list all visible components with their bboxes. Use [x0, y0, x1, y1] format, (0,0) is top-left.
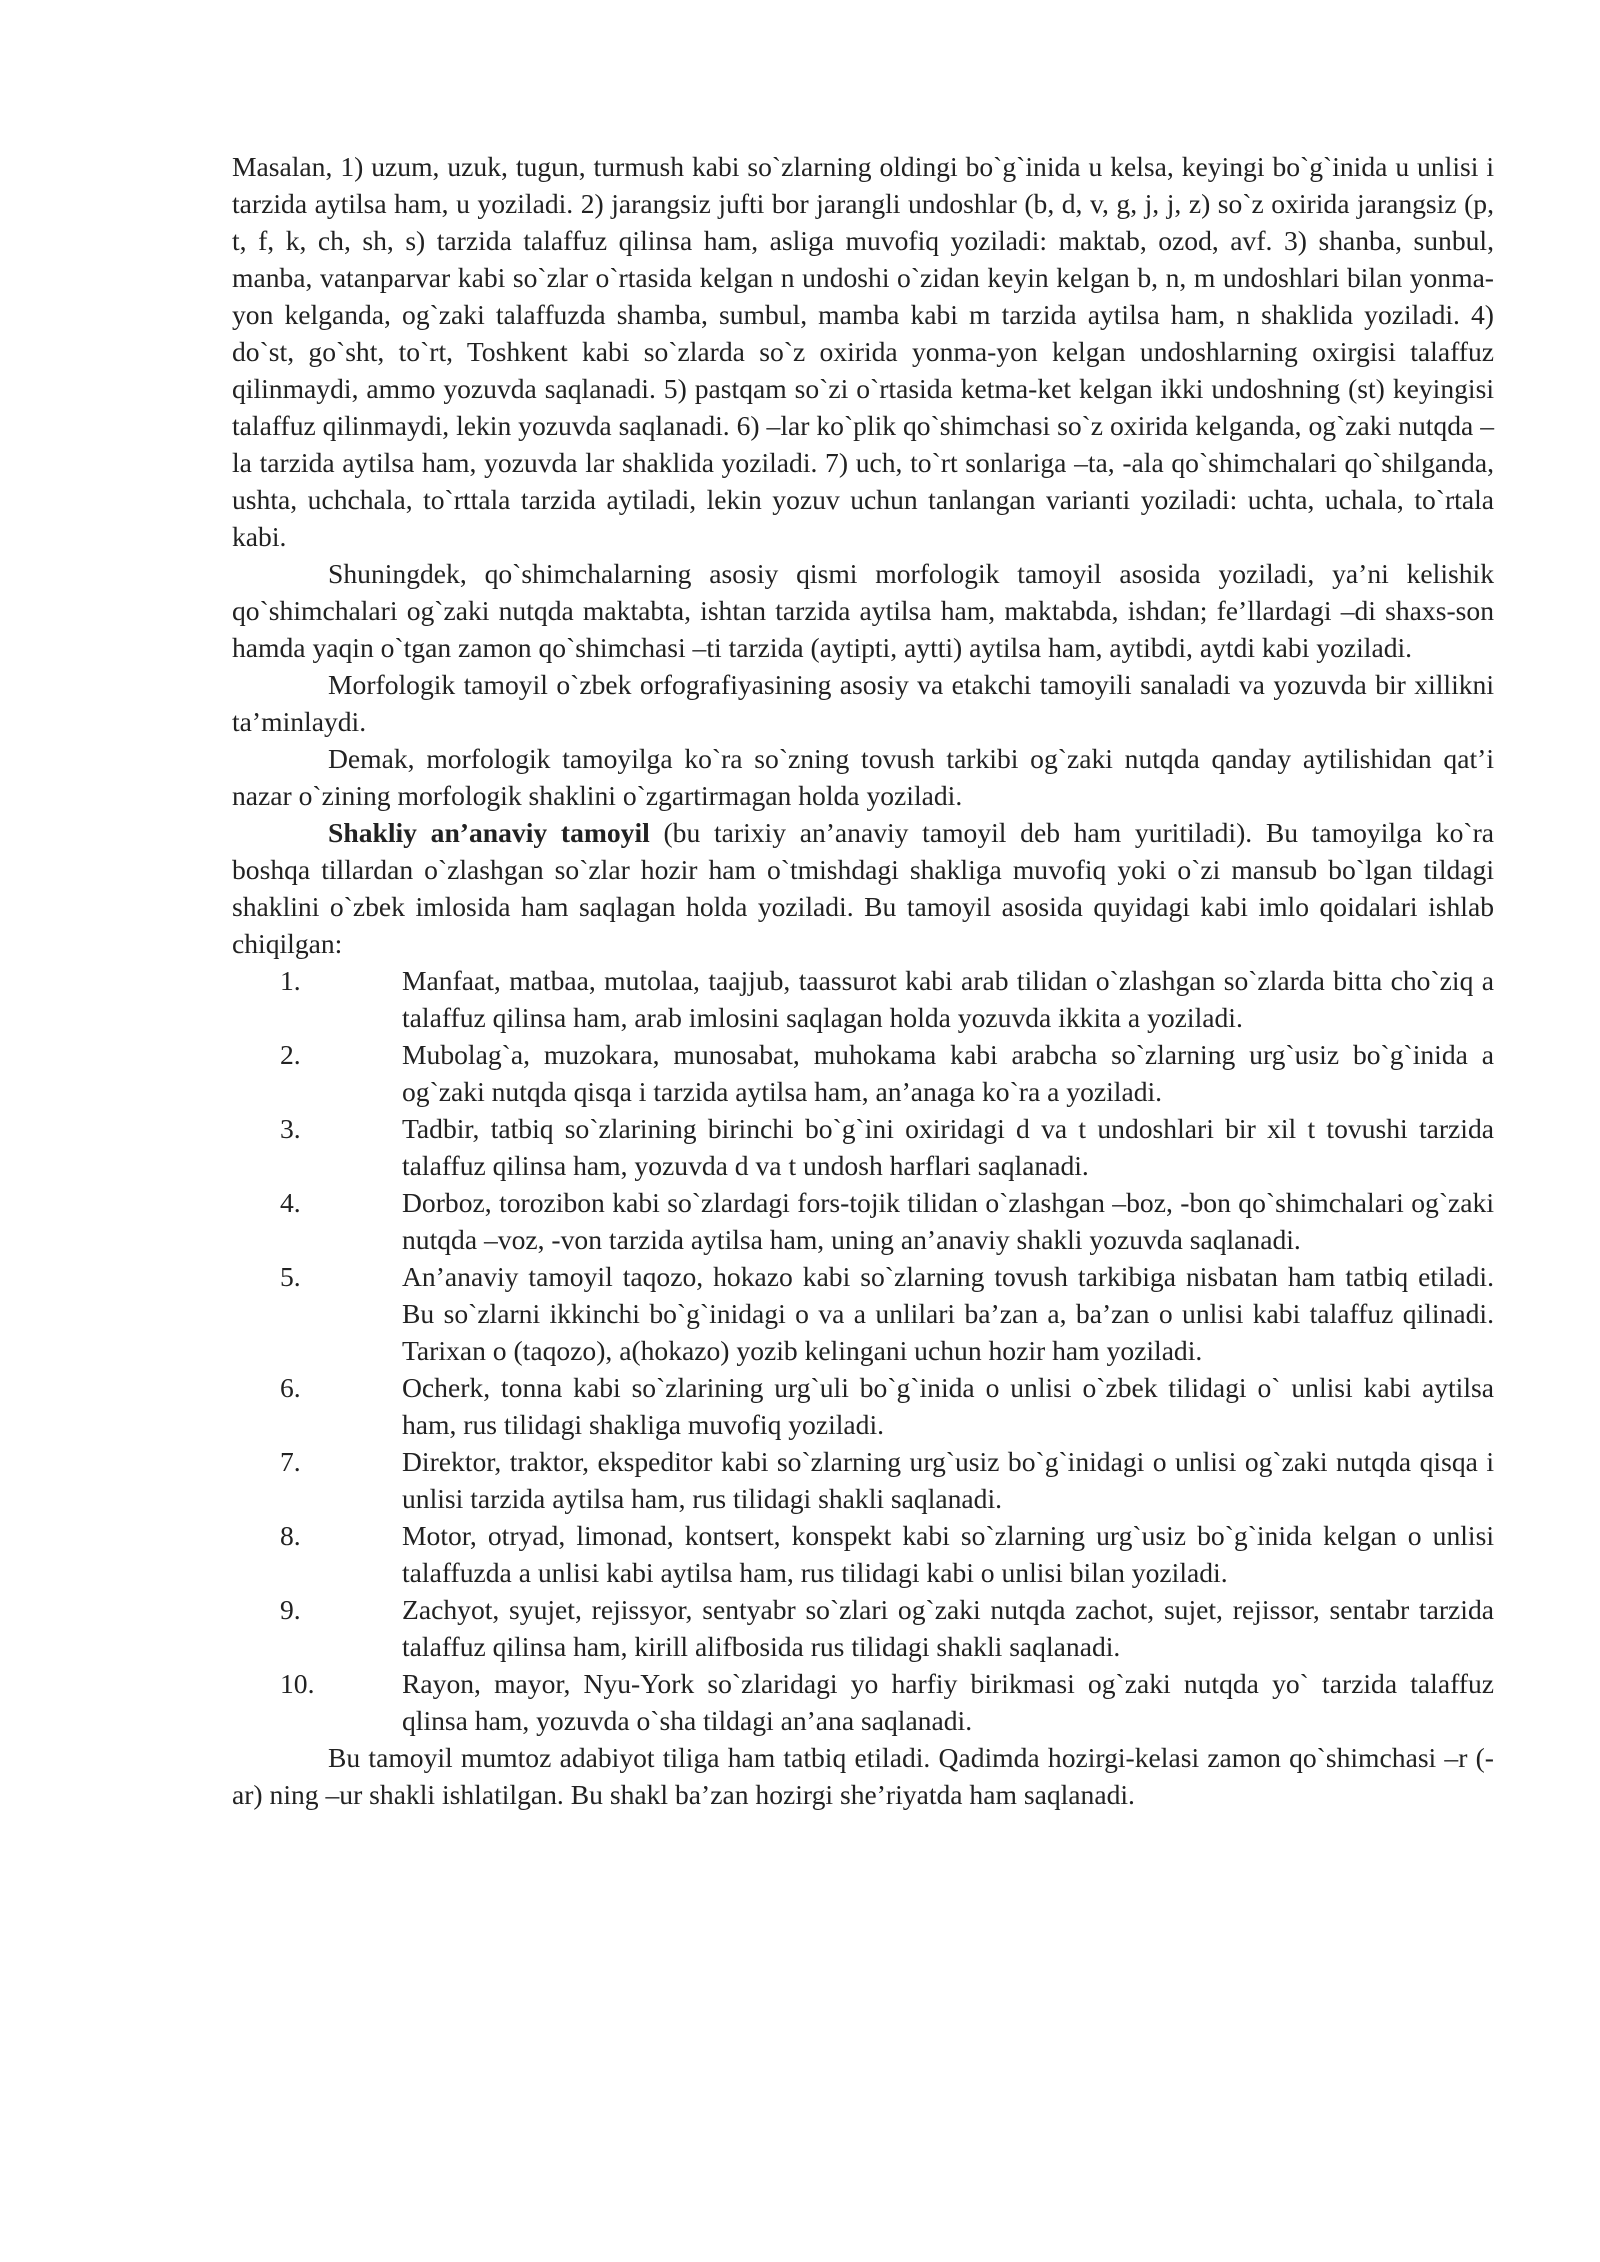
list-item-text: Zachyot, syujet, rejissyor, sentyabr so`zlari og`zaki nutqda zachot, sujet, rejissor, sentabr tarzida talaffuz qilinsa ham, kirill alifbosida rus tilidagi shakli saqlanadi.	[402, 1594, 1494, 1662]
list-item-number: 10.	[280, 1668, 315, 1699]
list-item	[232, 1443, 1494, 1517]
list-item-number: 4.	[280, 1187, 301, 1218]
list-item-text: Ocherk, tonna kabi so`zlarining urg`uli bo`g`inida o unlisi o`zbek tilidagi o` unlisi kabi aytilsa ham, rus tilidagi shakliga muvofiq yoziladi.	[402, 1372, 1494, 1440]
list-item-number: 7.	[280, 1446, 301, 1477]
list-item-number: 3.	[280, 1113, 301, 1144]
list-item	[232, 1258, 1494, 1369]
list-item-number: 5.	[280, 1261, 301, 1292]
list-item-number: 6.	[280, 1372, 301, 1403]
list-item	[232, 1184, 1494, 1258]
list-item	[232, 1517, 1494, 1591]
list-item-number: 1.	[280, 965, 301, 996]
rules-list	[232, 962, 1494, 1739]
list-item-text: Tadbir, tatbiq so`zlarining birinchi bo`g`ini oxiridagi d va t undoshlari bir xil t tovushi tarzida talaffuz qilinsa ham, yozuvda d va t undosh harflari saqlanadi.	[402, 1113, 1494, 1181]
list-item-text: Mubolag`a, muzokara, munosabat, muhokama kabi arabcha so`zlarning urg`usiz bo`g`inida a og`zaki nutqda qisqa i tarzida aytilsa ham, an’anaga ko`ra a yoziladi.	[402, 1039, 1494, 1107]
list-item-number: 9.	[280, 1594, 301, 1625]
list-item-number: 2.	[280, 1039, 301, 1070]
list-item-text: Rayon, mayor, Nyu-York so`zlaridagi yo harfiy birikmasi og`zaki nutqda yo` tarzida talaffuz qlinsa ham, yozuvda o`sha tildagi an’ana saqlanadi.	[402, 1668, 1494, 1736]
paragraph-morphological-principle: Morfologik tamoyil o`zbek orfografiyasining asosiy va etakchi tamoyili sanaladi va yozuvda bir xillikni ta’minlaydi.	[232, 669, 1494, 737]
list-item	[232, 1369, 1494, 1443]
paragraph-classical-literature: Bu tamoyil mumtoz adabiyot tiliga ham tatbiq etiladi. Qadimda hozirgi-kelasi zamon qo`shimchasi –r (-ar) ning –ur shakli ishlatilgan. Bu shakl ba’zan hozirgi she’riyatda ham saqlanadi.	[232, 1742, 1494, 1810]
paragraph-examples: Masalan, 1) uzum, uzuk, tugun, turmush kabi so`zlarning oldingi bo`g`inida u kelsa, keyingi bo`g`inida u unlisi i tarzida aytilsa ham, u yoziladi. 2) jarangsiz jufti bor jarangli undoshlar (b, d, v, g, j, j, z) so`z oxirida jarangsiz (p, t, f, k, ch, sh, s) tarzida talaffuz qilinsa ham, asliga muvofiq yoziladi: maktab, ozod, avf. 3) shanba, sunbul, manba, vatanparvar kabi so`zlar o`rtasida kelgan n undoshi o`zidan keyin kelgan b, n, m undoshlari bilan yonma-yon kelganda, og`zaki talaffuzda shamba, sumbul, mamba kabi m tarzida aytilsa ham, n shaklida yoziladi. 4) do`st, go`sht, to`rt, Toshkent kabi so`zlarda so`z oxirida yonma-yon kelgan undoshlarning oxirgisi talaffuz qilinmaydi, ammo yozuvda saqlanadi. 5) pastqam so`zi o`rtasida ketma-ket kelgan ikki undoshning (st) keyingisi talaffuz qilinmaydi, lekin yozuvda saqlanadi. 6) –lar ko`plik qo`shimchasi so`z oxirida kelganda, og`zaki nutqda –la tarzida aytilsa ham, yozuvda lar shaklida yoziladi. 7) uch, to`rt sonlariga –ta, -ala qo`shimchalari qo`shilganda, ushta, uchchala, to`rttala tarzida aytiladi, lekin yozuv uchun tanlangan varianti yoziladi: uchta, uchala, to`rtala kabi.	[232, 151, 1494, 552]
list-item-text: Motor, otryad, limonad, kontsert, konspekt kabi so`zlarning urg`usiz bo`g`inida kelgan o unlisi talaffuzda a unlisi kabi aytilsa ham, rus tilidagi kabi o unlisi bilan yoziladi.	[402, 1520, 1494, 1588]
list-item-text: Direktor, traktor, ekspeditor kabi so`zlarning urg`usiz bo`g`inidagi o unlisi og`zaki nutqda qisqa i unlisi tarzida aytilsa ham, rus tilidagi shakli saqlanadi.	[402, 1446, 1494, 1514]
list-item	[232, 1110, 1494, 1184]
term-definition: (bu tarixiy an’anaviy tamoyil deb ham yuritiladi). Bu tamoyilga ko`ra boshqa tillardan o`zlashgan so`zlar hozir ham o`tmishdagi shakliga muvofiq yoki o`zi mansub bo`lgan tildagi shaklini o`zbek imlosida ham saqlagan holda yoziladi. Bu tamoyil asosida quyidagi kabi imlo qoidalari ishlab chiqilgan:	[232, 817, 1495, 959]
list-item-text: An’anaviy tamoyil taqozo, hokazo kabi so`zlarning tovush tarkibiga nisbatan ham tatbiq etiladi. Bu so`zlarni ikkinchi bo`g`inidagi o va a unlilari ba’zan a, ba’zan o unlisi kabi talaffuz qilinadi. Tarixan o (taqozo), a(hokazo) yozib kelingani uchun hozir ham yoziladi.	[402, 1261, 1494, 1366]
document-page	[232, 148, 1494, 1813]
list-item-text: Dorboz, torozibon kabi so`zlardagi fors-tojik tilidan o`zlashgan –boz, -bon qo`shimchalari og`zaki nutqda –voz, -von tarzida aytilsa ham, uning an’anaviy shakli yozuvda saqlanadi.	[402, 1187, 1494, 1255]
paragraph-traditional-principle	[232, 814, 1494, 962]
list-item	[232, 1665, 1494, 1739]
paragraph-conclusion: Demak, morfologik tamoyilga ko`ra so`zning tovush tarkibi og`zaki nutqda qanday aytilishidan qat’i nazar o`zining morfologik shaklini o`zgartirmagan holda yoziladi.	[232, 743, 1494, 811]
list-item-number: 8.	[280, 1520, 301, 1551]
list-item-text: Manfaat, matbaa, mutolaa, taajjub, taassurot kabi arab tilidan o`zlashgan so`zlarda bitta cho`ziq a talaffuz qilinsa ham, arab imlosini saqlagan holda yozuvda ikkita a yoziladi.	[402, 965, 1494, 1033]
list-item	[232, 962, 1494, 1036]
term-heading: Shakliy an’anaviy tamoyil	[328, 817, 650, 848]
list-item	[232, 1591, 1494, 1665]
paragraph-suffixes: Shuningdek, qo`shimchalarning asosiy qismi morfologik tamoyil asosida yoziladi, ya’ni kelishik qo`shimchalari og`zaki nutqda maktabta, ishtan tarzida aytilsa ham, maktabda, ishdan; fe’llardagi –di shaxs-son hamda yaqin o`tgan zamon qo`shimchasi –ti tarzida (aytipti, aytti) aytilsa ham, aytibdi, aytdi kabi yoziladi.	[232, 558, 1494, 663]
list-item	[232, 1036, 1494, 1110]
